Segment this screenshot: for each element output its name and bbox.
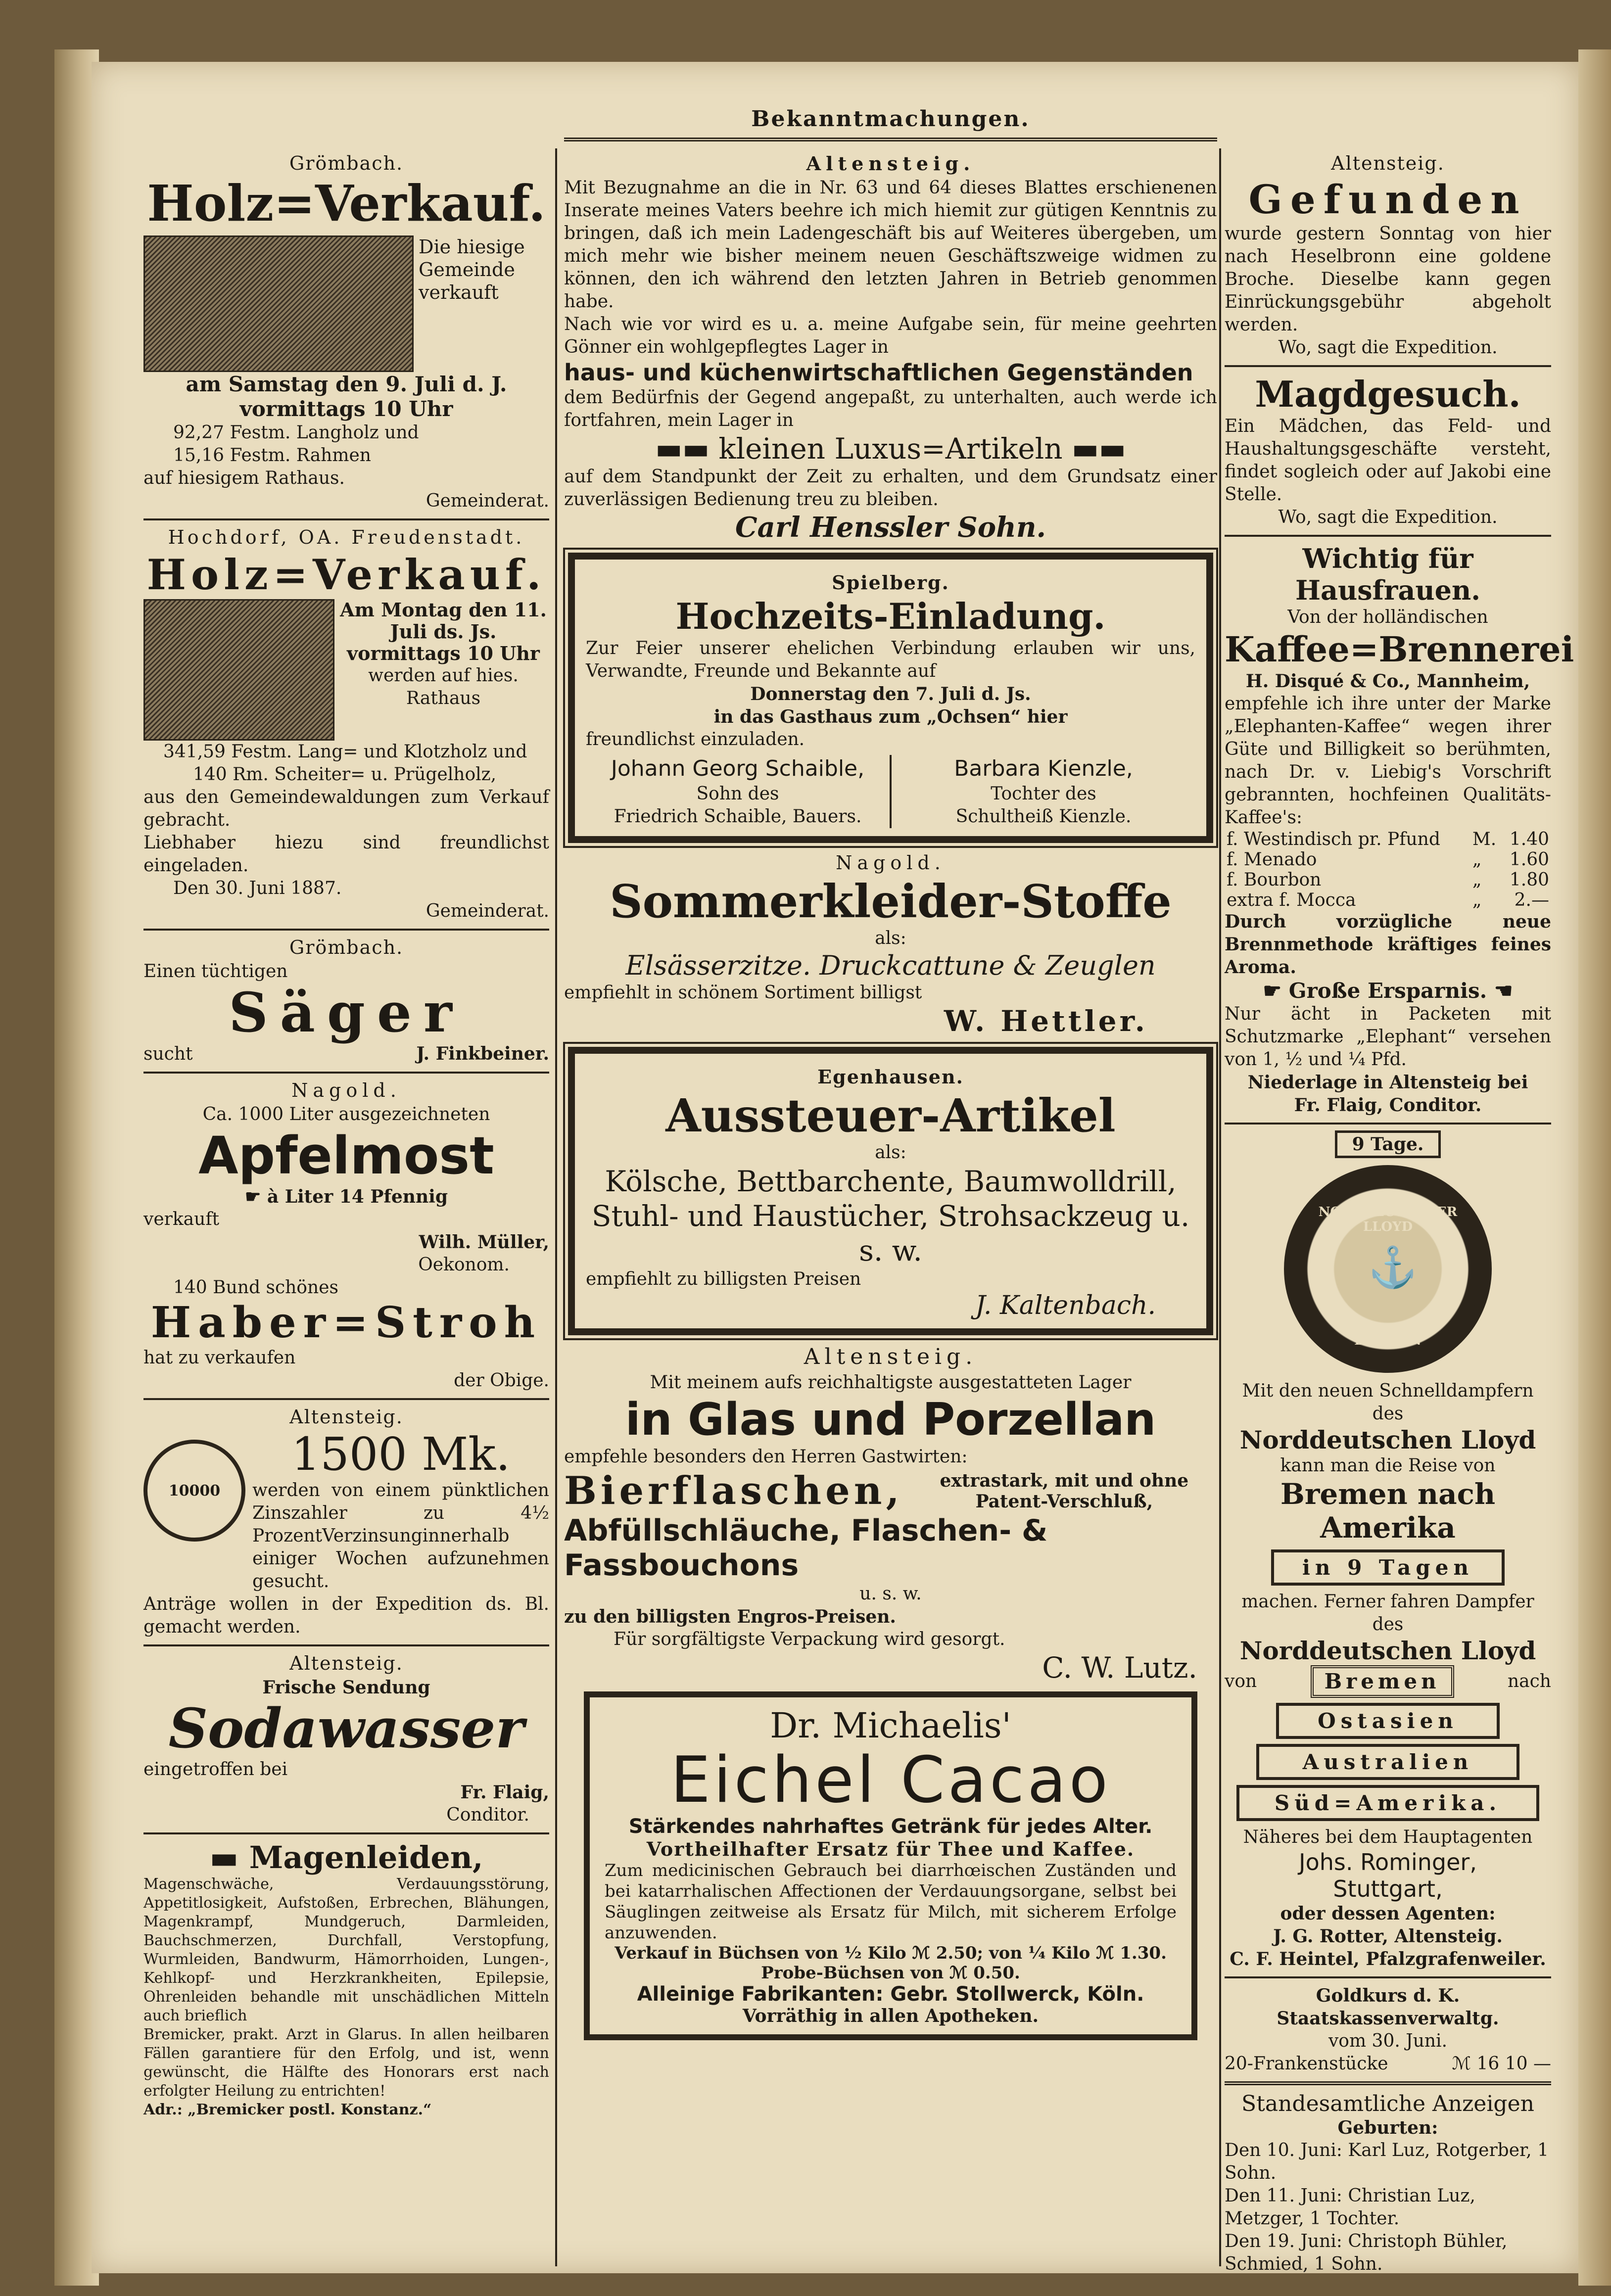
cacao-price: Verkauf in Büchsen von ½ Kilo ℳ 2.50; von ¼ Kilo ℳ 1.30. (615, 1943, 1167, 1963)
ad-line: empfiehlt in schönem Sortiment billigst (564, 983, 922, 1003)
list-item: Den 10. Juni: Karl Luz, Rotgerber, 1 Sohn. (1225, 2140, 1549, 2183)
ad-place: Altensteig. (1331, 152, 1445, 174)
price-item: f. Menado (1227, 849, 1317, 870)
ad-intro: Frische Sendung (262, 1677, 430, 1698)
divider (1225, 1123, 1551, 1125)
column-rule-1 (555, 148, 557, 2266)
pointing-hand-icon: ☚ (1494, 979, 1513, 1003)
groom-line: Sohn des (696, 784, 779, 804)
ad-signature: Gemeinderat. (426, 901, 549, 921)
ad-title: Gefunden (1248, 176, 1527, 223)
kaffee-firm: H. Disqué & Co., Mannheim, (1245, 671, 1530, 692)
ad-intro: Ca. 1000 Liter ausgezeichneten (202, 1104, 490, 1125)
ad-signature: Carl Henssler Sohn. (735, 511, 1046, 544)
list-item: Den 11. Juni: Christian Luz, Metzger, 1 Tochter. (1225, 2186, 1475, 2229)
lloyd-badge: 9 Tage. (1335, 1130, 1441, 1158)
price-value: 2.— (1514, 890, 1549, 910)
ad-sommerkleider (564, 852, 1217, 1038)
notice-title: Standesamtliche Anzeigen (1241, 2091, 1534, 2116)
price-item: extra f. Mocca (1227, 890, 1356, 910)
ad-title: Eichel Cacao (670, 1743, 1111, 1817)
divider (143, 1644, 549, 1646)
notice-subtitle: Geburten: (1337, 2117, 1438, 2138)
ad-line: verkauft (143, 1209, 220, 1229)
lloyd-days-box: in 9 Tagen (1271, 1549, 1505, 1586)
ad-detail: extrastark, mit und ohne Patent-Verschluß, (940, 1470, 1189, 1512)
ad-title: Holz=Verkauf. (146, 550, 546, 599)
table-row (1225, 849, 1551, 870)
ad-norddeutscher-lloyd (1225, 1130, 1551, 1970)
ad-body: Ein Mädchen, das Feld- und Haushaltungsgeschäfte versteht, findet sogleich oder auf Jakobi eine Stelle. (1225, 416, 1551, 505)
bride-name: Barbara Kienzle, (954, 756, 1133, 781)
lloyd-destination: Süd=Amerika. (1236, 1785, 1539, 1821)
ad-place: Altensteig. (804, 1344, 978, 1369)
ad-line: zu den billigsten Engros-Preisen. (564, 1606, 896, 1627)
lloyd-ring-text: NORDDEUTSCHER LLOYD (1318, 1205, 1458, 1234)
notice-date: vom 30. Juni. (1328, 2031, 1448, 2051)
ad-magenleiden (143, 1840, 549, 2119)
ad-place: Altensteig. (806, 152, 975, 175)
ad-apfelmost (143, 1079, 549, 1392)
ad-line: Für sorgfältigste Verpackung wird gesorgt. (614, 1629, 1005, 1649)
ad-line: 15,16 Festm. Rahmen (173, 445, 371, 466)
ad-title: Magenleiden, (249, 1839, 483, 1875)
ad-holz-verkauf-2 (143, 526, 549, 923)
ad-henssler (564, 152, 1217, 544)
ad-title: Apfelmost (198, 1125, 494, 1186)
list-item: Den 19. Juni: Christoph Bühler, Schmied, 1 Sohn. (1225, 2231, 1508, 2274)
price-currency: M. (1472, 829, 1497, 849)
ad-signature: Gemeinderat. (426, 491, 549, 511)
woodcut-forest-image (143, 599, 334, 741)
lloyd-city: Bremen (1311, 1665, 1454, 1698)
ad-highlight: kleinen Luxus=Artikeln (718, 432, 1063, 466)
ad-items: Kölsche, Bettbarchente, Baumwolldrill, Stuhl- und Haustücher, Strohsackzeug u. s. w. (591, 1165, 1190, 1267)
ad-line: auf hiesigem Rathaus. (143, 468, 345, 488)
ad-intro: 140 Bund schönes (173, 1277, 338, 1298)
ad-body: Die hiesige Gemeinde verkauft (419, 236, 525, 303)
pointing-hand-icon: ☛ (1263, 979, 1282, 1003)
lloyd-emblem-icon (1284, 1165, 1492, 1373)
ad-place: Altensteig. (289, 1406, 403, 1428)
ad-title: Aussteuer-Artikel (665, 1089, 1116, 1142)
ad-line: freundlichst einzuladen. (586, 729, 805, 750)
ad-place: Grömbach. (289, 937, 404, 958)
woodcut-lumber-image (143, 235, 414, 372)
ad-line: machen. Ferner fahren Dampfer des (1241, 1592, 1534, 1635)
ad-title: Kaffee=Brennerei (1225, 629, 1574, 670)
ad-body: dem Bedürfnis der Gegend angepaßt, zu unterhalten, auch werde ich fortfahren, mein Lager in (564, 387, 1217, 430)
ad-body: Bremicker, prakt. Arzt in Glarus. In allen heilbaren Fällen garantiere für den Erfolg, und ist, wenn gewünscht, die Hälfte des Honorars erst nach erfolgter Heilung zu entrichten! (143, 2026, 549, 2100)
cacao-subtitle: Vortheilhafter Ersatz für Thee und Kaffee. (646, 1838, 1135, 1860)
price-currency: „ (1472, 890, 1482, 910)
ad-line: nach (1508, 1671, 1551, 1691)
cacao-maker: Alleinige Fabrikanten: Gebr. Stollwerck, Köln. (637, 1983, 1144, 2006)
ad-body: werden auf hies. Rathaus (368, 665, 519, 708)
ad-signature: Fr. Flaig, (460, 1782, 549, 1803)
ad-place: Nagold. (291, 1079, 401, 1101)
ad-place: Nagold. (836, 852, 946, 874)
ad-line: kann man die Reise von (1280, 1455, 1496, 1476)
price-item: f. Bourbon (1227, 870, 1322, 890)
column-1 (143, 148, 549, 2276)
ad-holz-verkauf-1 (143, 152, 549, 513)
anchor-icon: ⚓ (1368, 1244, 1418, 1290)
cacao-brand: Dr. Michaelis' (770, 1705, 1011, 1746)
ad-date: Donnerstag den 7. Juli d. Js. (750, 684, 1031, 704)
divider (143, 1072, 549, 1074)
notice-item: 20-Frankenstücke (1225, 2054, 1388, 2074)
ad-signature: der Obige. (454, 1370, 549, 1391)
ad-intro: Mit meinem aufs reichhaltigste ausgestatteten Lager (650, 1372, 1132, 1393)
ad-line: sucht (143, 1044, 193, 1064)
ad-body: Anträge wollen in der Expedition ds. Bl. gemacht werden. (143, 1594, 549, 1637)
ad-body: Magenschwäche, Verdauungsstörung, Appetitlosigkeit, Aufstoßen, Erbrechen, Blähungen, Magenkrampf, Mundgeruch, Darmleiden, Bauchschmerzen, Durchfall, Verstopfung, Wurmleiden, Bandwurm, Hämorrhoiden, Lungen-, Kehlkopf- und Herzkrankheiten, Epilepsie, Ohrenleiden behandle mit unschädlichen Mitteln auch brieflich (143, 1875, 549, 2024)
lloyd-ring-text: BREMEN (1354, 1333, 1421, 1348)
bride-line: Schultheiß Kienzle. (955, 806, 1132, 827)
notice-value: ℳ 16 10 — (1452, 2054, 1551, 2074)
divider (143, 518, 549, 520)
ad-location: in das Gasthaus zum „Ochsen“ hier (713, 706, 1068, 727)
ad-signature: W. Hettler. (944, 1004, 1148, 1038)
ad-place: Spielberg. (832, 571, 949, 594)
ad-line: von (1225, 1671, 1257, 1691)
ad-title: Norddeutschen Lloyd (1239, 1425, 1536, 1454)
decorative-bar-icon: ▬▬ (655, 432, 710, 466)
pointing-hand-icon: ☛ (245, 1186, 261, 1207)
divider (1225, 1976, 1551, 1978)
ad-address: Adr.: „Bremicker postl. Konstanz.“ (143, 2101, 432, 2118)
column-2 (564, 148, 1217, 2276)
lloyd-route: Bremen nach Amerika (1280, 1477, 1496, 1545)
lloyd-agent: Stuttgart, (1333, 1875, 1443, 1902)
price-value: 1.60 (1509, 849, 1549, 870)
lloyd-destination: Ostasien (1276, 1703, 1500, 1739)
ad-line: als: (875, 1142, 906, 1163)
ad-line: eingetroffen bei (143, 1759, 288, 1780)
ad-signature: J. Kaltenbach. (975, 1291, 1156, 1320)
column-3 (1225, 148, 1574, 2276)
ad-body: werden von einem pünktlichen Zinszahler zu 4½ ProzentVerzinsunginnerhalb einiger Wochen aufzunehmen gesucht. (252, 1480, 549, 1592)
ad-title: Hochzeits-Einladung. (675, 595, 1106, 637)
ad-title: in Glas und Porzellan (625, 1394, 1156, 1446)
ad-magdgesuch (1225, 373, 1551, 529)
coin-label: 10000 (168, 1482, 221, 1499)
lloyd-agent: J. G. Rotter, Altensteig. (1273, 1926, 1503, 1947)
ad-body: Nach wie vor wird es u. a. meine Aufgabe sein, für meine geehrten Gönner ein wohlgepflegtes Lager in (564, 314, 1217, 357)
ad-title: Haber=Stroh (150, 1298, 542, 1348)
ad-line: Niederlage in Altensteig bei (1247, 1072, 1528, 1093)
ad-saeger (143, 937, 549, 1066)
ad-line: u. s. w. (859, 1584, 922, 1604)
ad-1500-mark (143, 1406, 549, 1639)
ad-signature: Fr. Flaig, Conditor. (1294, 1095, 1482, 1116)
ad-intro: Mit den neuen Schnelldampfern des (1242, 1381, 1534, 1424)
ad-date: Am Montag den 11. Juli ds. Js. vormittags 10 Uhr (340, 599, 547, 664)
ad-sodawasser (143, 1652, 549, 1827)
ad-kaffee (1225, 543, 1574, 1117)
ad-hochzeit-frame (568, 553, 1213, 843)
ad-items: Elsässerzitze. Druckcattune & Zeuglen (625, 950, 1156, 981)
groom-line: Friedrich Schaible, Bauers. (614, 806, 862, 827)
price-table (1225, 829, 1551, 910)
ad-body: Zur Feier unserer ehelichen Verbindung erlauben wir uns, Verwandte, Freunde und Bekannte auf (586, 638, 1195, 681)
ad-signature-sub: Oekonom. (418, 1255, 510, 1275)
lloyd-agent: Johs. Rominger, (1299, 1849, 1477, 1875)
notice-title: Goldkurs d. K. Staatskassenverwaltg. (1277, 1985, 1499, 2029)
bride-line: Tochter des (991, 784, 1096, 804)
ad-line: Näheres bei dem Hauptagenten (1243, 1827, 1533, 1847)
kaffee-savings: Große Ersparnis. (1288, 979, 1487, 1003)
price-item: f. Westindisch pr. Pfund (1227, 829, 1440, 849)
ad-line: Liebhaber hiezu sind freundlichst eingeladen. (143, 833, 549, 876)
ad-eichel-cacao (584, 1691, 1197, 2040)
ad-signature: C. W. Lutz. (1042, 1651, 1197, 1685)
divider (143, 929, 549, 931)
notice-standesamt (1225, 2091, 1551, 2276)
ad-line: oder dessen Agenten: (1280, 1903, 1496, 1924)
ad-body: empfehle ich ihre unter der Marke „Elephanten-Kaffee“ wegen ihrer Güte und Billigkeit so berühmten, nach Dr. v. Liebig's Vorschrift gebrannten, hochfeinen Qualitäts-Kaffee's: (1225, 694, 1551, 828)
page-edge (1578, 49, 1611, 2286)
ad-body: Durch vorzügliche neue Brennmethode kräftiges feines Aroma. (1225, 911, 1551, 978)
ad-gefunden (1225, 152, 1551, 359)
divider (143, 1398, 549, 1400)
cacao-price: Probe-Büchsen von ℳ 0.50. (761, 1963, 1020, 1983)
decorative-bar-icon: ▬▬ (1072, 432, 1126, 466)
column-rule-2 (1219, 148, 1221, 2266)
ad-line: als: (875, 928, 906, 948)
divider (1225, 2081, 1551, 2085)
money-bag-icon (143, 1440, 245, 1542)
divider (1225, 365, 1551, 367)
ad-line: empfiehlt zu billigsten Preisen (586, 1269, 861, 1289)
ad-intro: Einen tüchtigen (143, 961, 288, 982)
groom-name: Johann Georg Schaible, (611, 756, 865, 781)
ad-body: Zum medicinischen Gebrauch bei diarrhœischen Zuständen und bei katarrhalischen Affectionen der Verdauungsorgane, selbst bei Säuglingen zeitweise als Ersatz für Milch, mit sicherem Erfolge anzuwenden. (605, 1861, 1177, 1943)
header-rule (564, 138, 1217, 141)
divider (1225, 535, 1551, 537)
cacao-availability: Vorräthig in allen Apotheken. (742, 2006, 1039, 2026)
table-row (1225, 890, 1551, 910)
ad-place: Altensteig. (289, 1652, 403, 1674)
ad-body: Nur ächt in Packeten mit Schutzmarke „Elephant“ versehen von 1, ½ und ¼ Pfd. (1225, 1004, 1551, 1070)
section-header (564, 106, 1217, 147)
ad-line: 140 Rm. Scheiter= u. Prügelholz, (193, 764, 497, 785)
ad-signature: Wo, sagt die Expedition. (1278, 337, 1498, 358)
ad-highlight: haus- und küchenwirtschaftlichen Gegenständen (564, 359, 1193, 386)
ad-aussteuer-frame (568, 1047, 1213, 1335)
ad-title: Sommerkleider-Stoffe (610, 875, 1172, 928)
ad-highlight: Abfüllschläuche, Flaschen- & Fassbouchons (564, 1513, 1048, 1583)
ad-signature: Wilh. Müller, (419, 1232, 549, 1253)
ad-title: Magdgesuch. (1255, 373, 1521, 415)
notice-goldkurs (1225, 1984, 1551, 2075)
price-value: 1.80 (1509, 870, 1549, 890)
ad-line: hat zu verkaufen (143, 1348, 296, 1368)
price-currency: „ (1472, 870, 1482, 890)
ad-highlight: Bierflaschen, (564, 1468, 903, 1513)
ad-signature: Wo, sagt die Expedition. (1278, 507, 1498, 527)
price-value: 1.40 (1509, 829, 1549, 849)
decorative-bar-icon: ▬ (209, 1839, 239, 1875)
ad-signature: J. Finkbeiner. (416, 1043, 549, 1064)
ad-line: aus den Gemeindewaldungen zum Verkauf gebracht. (143, 787, 549, 830)
divider (143, 1832, 549, 1834)
ad-price: à Liter 14 Pfennig (267, 1186, 448, 1207)
ad-body: Mit Bezugnahme an die in Nr. 63 und 64 dieses Blattes erschienenen Inserate meines Vaters beehre ich mich hiemit zur gütigen Kenntnis zu bringen, daß ich mein Ladengeschäft bis auf Weiteres übergeben, um mich mehr wie bisher meinem neuen Geschäftszweige widmen zu können, den ich während den letzten Jahren in Betrieb genommen habe. (564, 178, 1217, 312)
ad-body: auf dem Standpunkt der Zeit zu erhalten, und dem Grundsatz einer zuverlässigen Bedienung treu zu bleiben. (564, 467, 1217, 510)
ad-title: Norddeutschen Lloyd (1239, 1636, 1536, 1665)
ad-line: 92,27 Festm. Langholz und (173, 422, 419, 443)
price-currency: „ (1472, 849, 1482, 870)
ad-line: empfehle besonders den Herren Gastwirten: (564, 1447, 968, 1467)
ad-glas-porzellan (564, 1344, 1217, 1685)
ad-place: Egenhausen. (817, 1066, 964, 1088)
cacao-subtitle: Stärkendes nahrhaftes Getränk für jedes Alter. (628, 1815, 1153, 1838)
ad-title: Säger (229, 981, 464, 1044)
ad-line: 341,59 Festm. Lang= und Klotzholz und (163, 742, 527, 762)
table-row (1225, 829, 1551, 849)
ad-place: Grömbach. (289, 152, 404, 174)
ad-title: 1500 Mk. (291, 1428, 511, 1481)
ad-title: Wichtig für Hausfrauen. (1295, 543, 1481, 606)
ad-signature-sub: Conditor. (446, 1805, 529, 1825)
lloyd-destination: Australien (1256, 1744, 1519, 1780)
ad-date: am Samstag den 9. Juli d. J. vormittags 10 Uhr (186, 372, 507, 421)
ad-intro: Von der holländischen (1287, 607, 1488, 627)
lloyd-agent: C. F. Heintel, Pfalzgrafenweiler. (1230, 1949, 1546, 1969)
ad-place: Hochdorf, OA. Freudenstadt. (168, 526, 525, 548)
table-row (1225, 870, 1551, 890)
ad-title: Holz=Verkauf. (147, 174, 546, 233)
ad-title: Sodawasser (168, 1696, 524, 1760)
header-title: Bekanntmachungen. (751, 106, 1030, 132)
ad-body: wurde gestern Sonntag von hier nach Heselbronn eine goldene Broche. Dieselbe kann gegen Einrückungsgebühr abgeholt werden. (1225, 224, 1551, 335)
ad-date: Den 30. Juni 1887. (173, 878, 342, 898)
